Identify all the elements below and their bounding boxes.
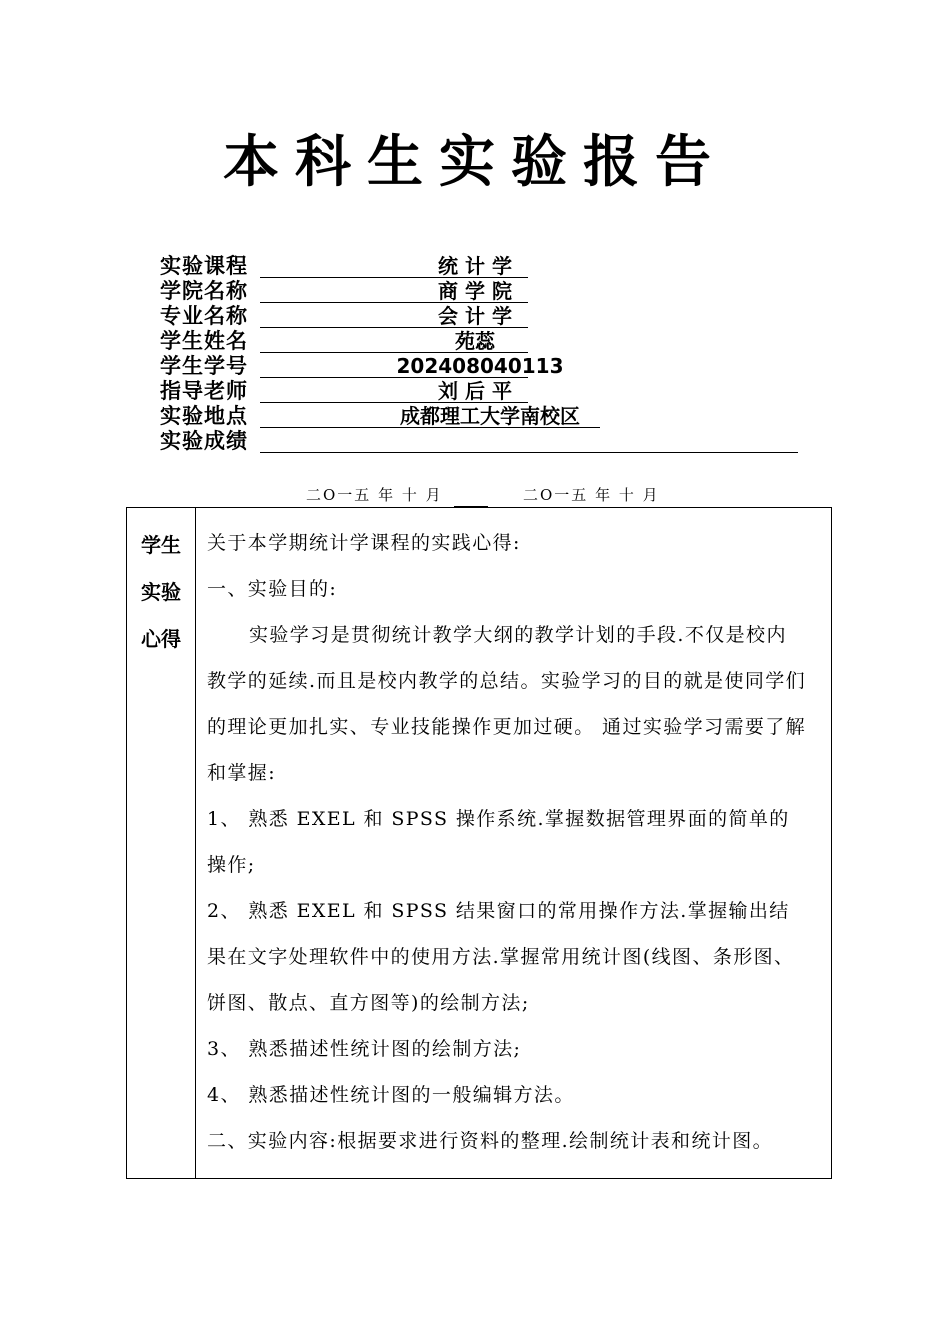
side-label-line-3: 心得 [141, 627, 181, 651]
teacher-row [160, 379, 800, 404]
side-label [127, 522, 195, 663]
experience-content [207, 520, 807, 1164]
experience-box [126, 507, 832, 1179]
course-row [160, 254, 800, 279]
college-row [160, 279, 800, 304]
box-divider [195, 508, 196, 1178]
list-item: 3、 熟悉描述性统计图的绘制方法; [207, 1038, 522, 1060]
student-id-row [160, 354, 800, 379]
major-value: 会 计 学 [438, 304, 512, 328]
content-text: 二、实验内容:根据要求进行资料的整理.绘制统计表和统计图。 [207, 1130, 774, 1152]
info-block [160, 254, 800, 454]
location-row [160, 404, 800, 429]
list-item: 2、 熟悉 EXEL 和 SPSS 结果窗口的常用操作方法.掌握输出结果在文字处理软件中的使用方法.掌握常用统计图(线图、条形图、饼图、散点、直方图等)的绘制方法; [207, 900, 795, 1014]
student-id-value: 202408040113 [396, 354, 564, 378]
college-value: 商 学 院 [438, 279, 512, 303]
location-value: 成都理工大学南校区 [400, 404, 580, 428]
teacher-label: 指导老师 [160, 379, 248, 403]
teacher-value: 刘 后 平 [438, 379, 512, 403]
grade-underline [260, 452, 798, 453]
side-label-line-1: 学生 [141, 533, 181, 557]
date-left: 二O一五 年 十 月 [306, 486, 443, 504]
side-label-line-2: 实验 [141, 580, 181, 604]
student-name-row [160, 329, 800, 354]
student-id-label: 学生学号 [160, 354, 248, 378]
grade-label: 实验成绩 [160, 429, 248, 453]
major-label: 专业名称 [160, 304, 248, 328]
date-right: 二O一五 年 十 月 [523, 486, 660, 504]
list-item: 1、 熟悉 EXEL 和 SPSS 操作系统.掌握数据管理界面的简单的操作; [207, 808, 790, 876]
grade-row [160, 429, 800, 454]
location-label: 实验地点 [160, 404, 248, 428]
purpose-text: 实验学习是贯彻统计教学大纲的教学计划的手段.不仅是校内教学的延续.而且是校内教学的总结。实验学习的目的就是使同学们的理论更加扎实、专业技能操作更加过硬。 通过实验学习需要了解和掌握: [207, 624, 807, 784]
course-value: 统 计 学 [438, 254, 512, 278]
college-label: 学院名称 [160, 279, 248, 303]
student-name-value: 苑蕊 [455, 329, 495, 353]
section-heading: 关于本学期统计学课程的实践心得: [207, 532, 521, 554]
major-row [160, 304, 800, 329]
purpose-title: 一、实验目的: [207, 578, 338, 600]
course-label: 实验课程 [160, 254, 248, 278]
report-title: 本科生实验报告 [223, 130, 727, 195]
student-name-label: 学生姓名 [160, 329, 248, 353]
list-item: 4、 熟悉描述性统计图的一般编辑方法。 [207, 1084, 575, 1106]
